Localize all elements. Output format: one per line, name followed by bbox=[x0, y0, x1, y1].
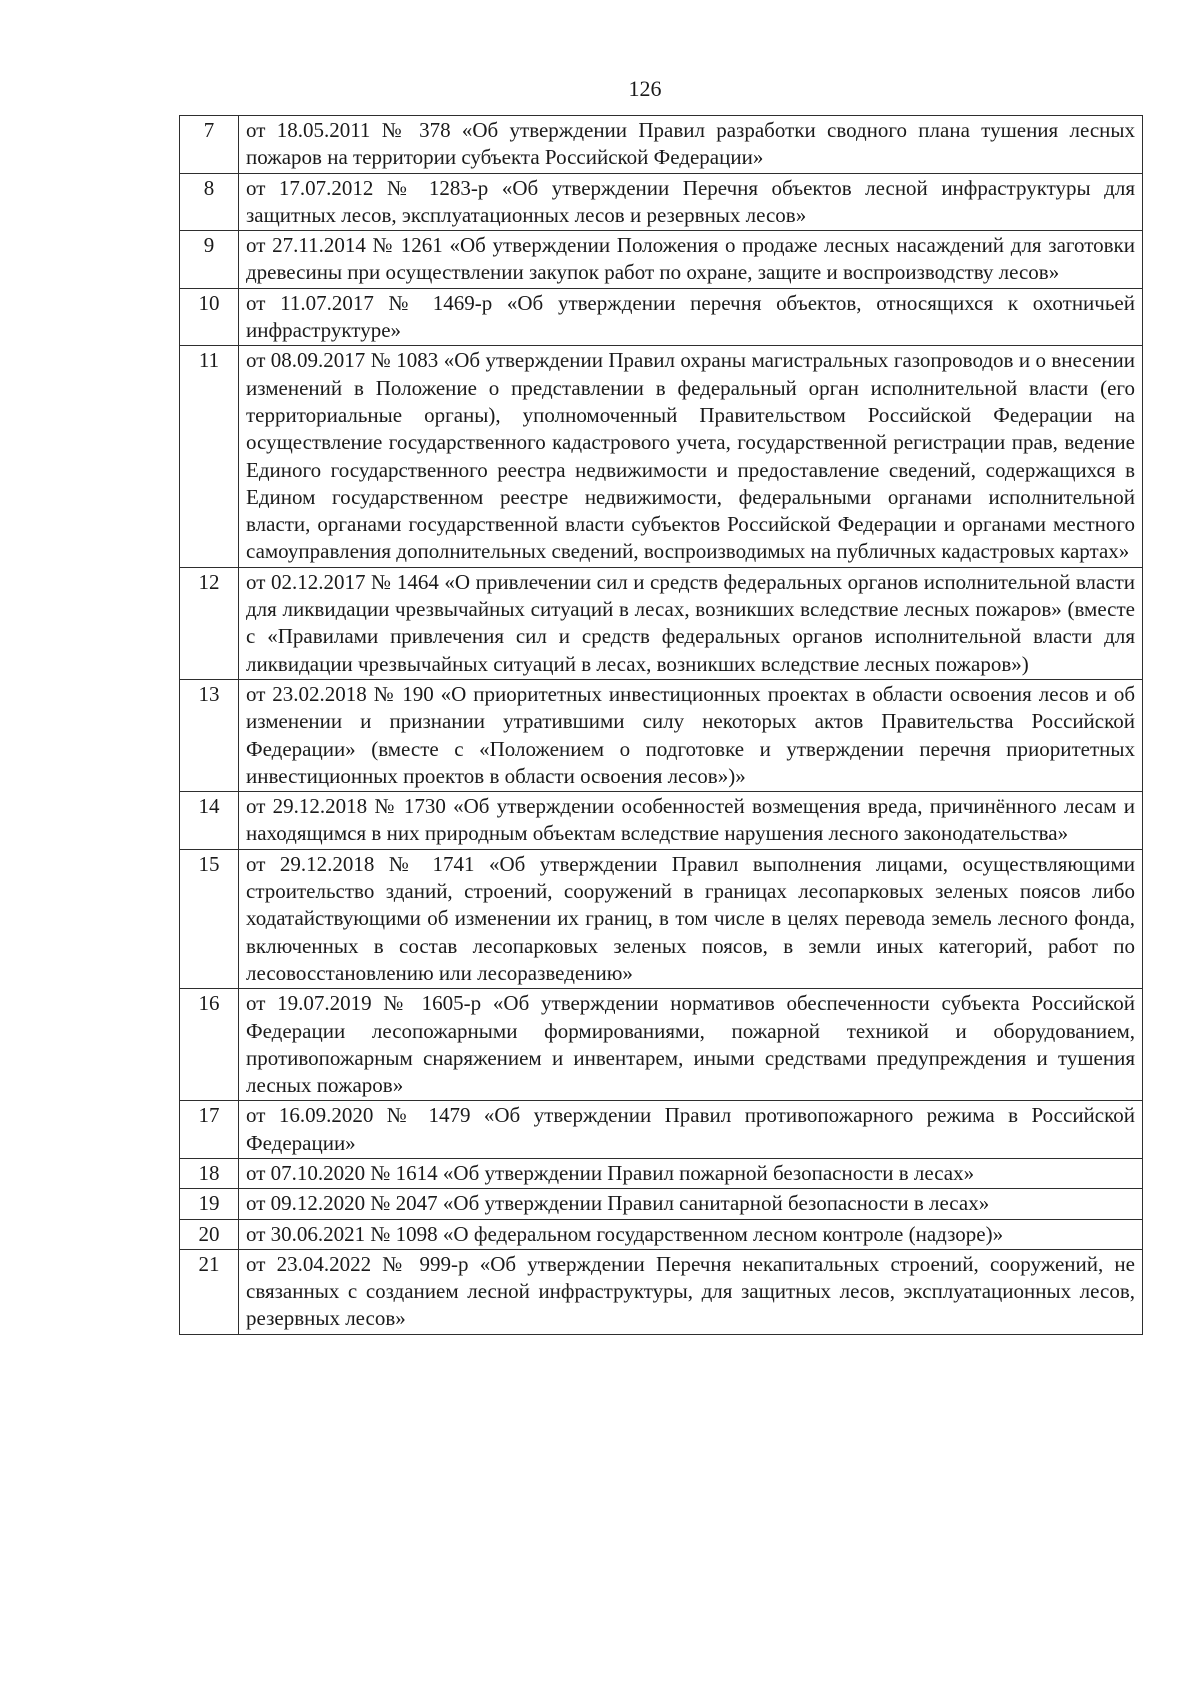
table-row bbox=[180, 346, 1143, 567]
row-number: 14 bbox=[180, 792, 239, 850]
row-text: от 18.05.2011 № 378 «Об утверждении Правил разработки сводного плана тушения лесных пожаров на территории субъекта Российской Федерации» bbox=[239, 116, 1143, 174]
row-number: 20 bbox=[180, 1219, 239, 1249]
row-text: от 27.11.2014 № 1261 «Об утверждении Положения о продаже лесных насаждений для заготовки древесины при осуществлении закупок работ по охране, защите и воспроизводству лесов» bbox=[239, 231, 1143, 289]
row-number: 11 bbox=[180, 346, 239, 567]
row-text: от 29.12.2018 № 1730 «Об утверждении особенностей возмещения вреда, причинённого лесам и находящимся в них природным объектам вследствие нарушения лесного законодательства» bbox=[239, 792, 1143, 850]
row-number: 9 bbox=[180, 231, 239, 289]
row-text: от 08.09.2017 № 1083 «Об утверждении Правил охраны магистральных газопроводов и о внесении изменений в Положение о представлении в федеральный орган исполнительной власти (его территориальные органы), уполномоченный Правительством Российской Федерации на осуществление государственного кадастрового учета, государственной регистрации прав, ведение Единого государственного реестра недвижимости и предоставление сведений, содержащихся в Едином государственном реестре недвижимости, федеральными органами исполнительной власти, органами государственной власти субъектов Российской Федерации и органами местного самоуправления дополнительных сведений, воспроизводимых на публичных кадастровых картах» bbox=[239, 346, 1143, 567]
row-text: от 11.07.2017 № 1469-р «Об утверждении перечня объектов, относящихся к охотничьей инфраструктуре» bbox=[239, 288, 1143, 346]
table-row bbox=[180, 679, 1143, 791]
table-row bbox=[180, 1249, 1143, 1334]
row-number: 16 bbox=[180, 989, 239, 1101]
row-number: 10 bbox=[180, 288, 239, 346]
table-row bbox=[180, 288, 1143, 346]
row-text: от 23.02.2018 № 190 «О приоритетных инвестиционных проектах в области освоения лесов и об изменении и признании утратившими силу некоторых актов Правительства Российской Федерации» (вместе с «Положением о подготовке и утверждении перечня приоритетных инвестиционных проектов в области освоения лесов»)» bbox=[239, 679, 1143, 791]
row-number: 8 bbox=[180, 173, 239, 231]
table-row bbox=[180, 231, 1143, 289]
table-row bbox=[180, 1219, 1143, 1249]
legal-acts-table bbox=[179, 115, 1143, 1335]
table-row bbox=[180, 1101, 1143, 1159]
table-row bbox=[180, 1158, 1143, 1188]
row-number: 17 bbox=[180, 1101, 239, 1159]
row-text: от 23.04.2022 № 999-р «Об утверждении Перечня некапитальных строений, сооружений, не связанных с созданием лесной инфраструктуры, для защитных лесов, эксплуатационных лесов, резервных лесов» bbox=[239, 1249, 1143, 1334]
row-number: 15 bbox=[180, 849, 239, 988]
row-number: 18 bbox=[180, 1158, 239, 1188]
table-row bbox=[180, 989, 1143, 1101]
row-text: от 02.12.2017 № 1464 «О привлечении сил и средств федеральных органов исполнительной власти для ликвидации чрезвычайных ситуаций в лесах, возникших вследствие лесных пожаров» (вместе с «Правилами привлечения сил и средств федеральных органов исполнительной власти для ликвидации чрезвычайных ситуаций в лесах, возникших вследствие лесных пожаров») bbox=[239, 567, 1143, 679]
row-text: от 16.09.2020 № 1479 «Об утверждении Правил противопожарного режима в Российской Федерации» bbox=[239, 1101, 1143, 1159]
row-text: от 17.07.2012 № 1283-р «Об утверждении Перечня объектов лесной инфраструктуры для защитных лесов, эксплуатационных лесов и резервных лесов» bbox=[239, 173, 1143, 231]
page-number: 126 bbox=[628, 76, 662, 101]
row-text: от 30.06.2021 № 1098 «О федеральном государственном лесном контроле (надзоре)» bbox=[239, 1219, 1143, 1249]
table-row bbox=[180, 567, 1143, 679]
row-text: от 19.07.2019 № 1605-р «Об утверждении нормативов обеспеченности субъекта Российской Федерации лесопожарными формированиями, пожарной техникой и оборудованием, противопожарным снаряжением и инвентарем, иными средствами предупреждения и тушения лесных пожаров» bbox=[239, 989, 1143, 1101]
table-row bbox=[180, 1189, 1143, 1219]
row-number: 21 bbox=[180, 1249, 239, 1334]
row-number: 13 bbox=[180, 679, 239, 791]
table-row bbox=[180, 849, 1143, 988]
row-text: от 09.12.2020 № 2047 «Об утверждении Правил санитарной безопасности в лесах» bbox=[239, 1189, 1143, 1219]
table-row bbox=[180, 116, 1143, 174]
row-number: 19 bbox=[180, 1189, 239, 1219]
table-row bbox=[180, 173, 1143, 231]
table-row bbox=[180, 792, 1143, 850]
row-number: 12 bbox=[180, 567, 239, 679]
legal-acts-table-body bbox=[180, 116, 1143, 1335]
row-text: от 07.10.2020 № 1614 «Об утверждении Правил пожарной безопасности в лесах» bbox=[239, 1158, 1143, 1188]
row-text: от 29.12.2018 № 1741 «Об утверждении Правил выполнения лицами, осуществляющими строительство зданий, строений, сооружений в границах лесопарковых зеленых поясов либо ходатайствующими об изменении их границ, в том числе в целях перевода земель лесного фонда, включенных в состав лесопарковых зеленых поясов, в земли иных категорий, работ по лесовосстановлению или лесоразведению» bbox=[239, 849, 1143, 988]
row-number: 7 bbox=[180, 116, 239, 174]
